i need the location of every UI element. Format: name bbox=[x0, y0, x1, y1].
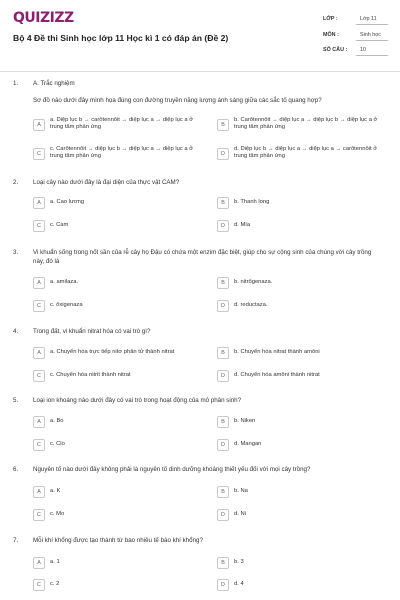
option-a[interactable] bbox=[33, 276, 203, 290]
option-d[interactable] bbox=[217, 438, 387, 452]
option-text: d. Chuyển hóa amôni thành nitrat bbox=[234, 372, 320, 378]
question-text: Sơ đồ nào dưới đây mình họa đúng con đường truyền năng lượng ánh sáng giữa các sắc tố quang hợp? bbox=[33, 97, 322, 104]
option-c[interactable] bbox=[33, 578, 203, 592]
option-key: A bbox=[33, 277, 45, 289]
option-text: d. reductaza. bbox=[234, 302, 268, 308]
option-b[interactable] bbox=[217, 346, 387, 360]
option-key: B bbox=[217, 347, 229, 359]
option-text: c. Carôtennôit → diệp lục b → diệp lục a → diệp lục a ở trung tâm phản ứng bbox=[50, 146, 194, 160]
option-key: B bbox=[217, 119, 229, 131]
option-key: D bbox=[217, 148, 229, 160]
option-text: b. Thanh long bbox=[234, 199, 270, 205]
option-key: B bbox=[217, 277, 229, 289]
option-key: D bbox=[217, 370, 229, 382]
option-b[interactable] bbox=[217, 196, 387, 210]
option-key: C bbox=[33, 300, 45, 312]
option-d[interactable] bbox=[217, 578, 387, 592]
option-key: D bbox=[217, 300, 229, 312]
option-key: B bbox=[217, 416, 229, 428]
option-key: B bbox=[217, 197, 229, 209]
header-divider bbox=[0, 71, 400, 72]
option-key: C bbox=[33, 509, 45, 521]
option-a[interactable] bbox=[33, 346, 203, 360]
option-text: b. Carôtennôit → diệp lục a → diệp lục b → diệp lục a ở trung tâm phản ứng bbox=[234, 117, 378, 131]
option-b[interactable] bbox=[217, 115, 387, 135]
option-text: a. Diệp lục b → carôtennôit → diệp lục a → diệp lục a ở trung tâm phản ứng bbox=[50, 117, 194, 131]
option-text: c. ôxigenaza bbox=[50, 302, 83, 308]
meta-value-class: Lớp 11 bbox=[360, 16, 377, 22]
option-text: b. Niken bbox=[234, 418, 256, 424]
option-c[interactable] bbox=[33, 438, 203, 452]
option-text: c. 2 bbox=[50, 581, 60, 587]
option-text: c. Clo bbox=[50, 441, 65, 447]
option-key: C bbox=[33, 439, 45, 451]
option-key: A bbox=[33, 557, 45, 569]
question-number: 5. bbox=[13, 397, 19, 404]
option-text: d. Mangan bbox=[234, 441, 262, 447]
option-a[interactable] bbox=[33, 485, 203, 499]
option-text: c. Mo bbox=[50, 511, 65, 517]
option-key: A bbox=[33, 486, 45, 498]
question-text: Trong đất, vi khuẩn nitrat hóa có vai trò gì? bbox=[33, 328, 151, 335]
option-text: a. Bo bbox=[50, 418, 64, 424]
option-key: B bbox=[217, 557, 229, 569]
question-text: Loại ion khoáng nào dưới đây có vai trò trong hoạt động của mô phân sinh? bbox=[33, 397, 242, 404]
option-d[interactable] bbox=[217, 299, 387, 313]
option-text: a. K bbox=[50, 488, 61, 494]
option-key: D bbox=[217, 509, 229, 521]
option-a[interactable] bbox=[33, 556, 203, 570]
option-text: b. nitrôgenaza. bbox=[234, 279, 273, 285]
meta-label-count: SỐ CÂU : bbox=[323, 47, 348, 53]
meta-underline bbox=[356, 55, 388, 56]
option-text: d. Diệp lục b → diệp lục a → diệp lục a → carôtennôit ở trung tâm phản ứng bbox=[234, 146, 378, 160]
option-key: A bbox=[33, 119, 45, 131]
option-c[interactable] bbox=[33, 508, 203, 522]
option-a[interactable] bbox=[33, 115, 203, 135]
question-text: Mỗi khí khổng được tạo thành từ bao nhiêu tế bào khí khổng? bbox=[33, 537, 203, 544]
option-text: a. amilaza. bbox=[50, 279, 79, 285]
question-number: 1. bbox=[13, 80, 19, 87]
option-key: C bbox=[33, 148, 45, 160]
option-text: b. Na bbox=[234, 488, 248, 494]
question-text: Vi khuẩn sống trong nốt sần của rễ cây họ Đậu có chứa một enzim đặc biệt, giúp cho sự cộng sinh của chúng với cây trồng này, đó là bbox=[33, 249, 372, 265]
meta-label-class: LỚP : bbox=[323, 16, 338, 22]
option-key: A bbox=[33, 416, 45, 428]
option-text: d. Ni bbox=[234, 511, 246, 517]
option-text: c. Chuyển hóa nitrit thành nitrat bbox=[50, 372, 131, 378]
option-key: C bbox=[33, 370, 45, 382]
option-key: D bbox=[217, 220, 229, 232]
option-key: D bbox=[217, 439, 229, 451]
option-a[interactable] bbox=[33, 415, 203, 429]
option-text: b. Chuyển hóa nitrat thành amôni bbox=[234, 349, 320, 355]
option-c[interactable] bbox=[33, 299, 203, 313]
option-d[interactable] bbox=[217, 144, 387, 164]
option-d[interactable] bbox=[217, 369, 387, 383]
option-key: C bbox=[33, 220, 45, 232]
option-text: d. 4 bbox=[234, 581, 244, 587]
question-heading: A. Trắc nghiệm bbox=[33, 80, 75, 87]
question-number: 2. bbox=[13, 179, 19, 186]
option-text: a. Chuyển hóa trực tiếp nitơ phân tử thành nitrat bbox=[50, 349, 175, 355]
question-number: 4. bbox=[13, 328, 19, 335]
meta-value-count: 10 bbox=[360, 47, 366, 53]
option-key: C bbox=[33, 579, 45, 591]
option-text: a. 1 bbox=[50, 559, 60, 565]
option-c[interactable] bbox=[33, 219, 203, 233]
question-text: Loại cây nào dưới đây là đại diện của thực vật CAM? bbox=[33, 179, 180, 186]
question-number: 7. bbox=[13, 537, 19, 544]
option-key: A bbox=[33, 197, 45, 209]
question-number: 3. bbox=[13, 249, 19, 256]
option-a[interactable] bbox=[33, 196, 203, 210]
option-key: D bbox=[217, 579, 229, 591]
option-key: A bbox=[33, 347, 45, 359]
quizizz-logo: QUIZIZZ bbox=[13, 10, 74, 26]
option-text: a. Cao lương bbox=[50, 199, 85, 205]
meta-underline bbox=[356, 40, 388, 41]
meta-underline bbox=[356, 24, 388, 25]
option-text: b. 3 bbox=[234, 559, 244, 565]
question-number: 6. bbox=[13, 466, 19, 473]
meta-label-subject: MÔN : bbox=[323, 32, 339, 38]
option-text: d. Mía bbox=[234, 222, 251, 228]
option-c[interactable] bbox=[33, 144, 203, 164]
question-text: Nguyên tố nào dưới đây không phải là nguyên tố dinh dưỡng khoáng thiết yếu đối với mọi cây trồng? bbox=[33, 466, 311, 473]
meta-value-subject: Sinh học bbox=[360, 32, 381, 38]
option-c[interactable] bbox=[33, 369, 203, 383]
option-d[interactable] bbox=[217, 219, 387, 233]
option-b[interactable] bbox=[217, 485, 387, 499]
option-b[interactable] bbox=[217, 415, 387, 429]
option-b[interactable] bbox=[217, 276, 387, 290]
option-d[interactable] bbox=[217, 508, 387, 522]
option-b[interactable] bbox=[217, 556, 387, 570]
page-title: Bộ 4 Đề thi Sinh học lớp 11 Học kì 1 có đáp án (Đề 2) bbox=[13, 33, 229, 43]
option-key: B bbox=[217, 486, 229, 498]
option-text: c. Cam bbox=[50, 222, 69, 228]
page-header bbox=[0, 0, 400, 66]
